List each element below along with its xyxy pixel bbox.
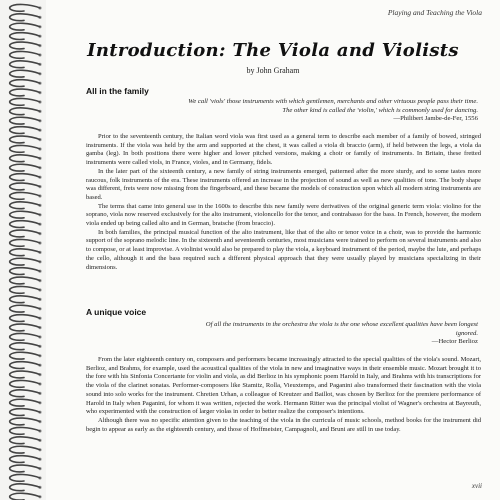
binding-coil	[10, 268, 40, 275]
binding-coil	[10, 474, 40, 481]
binding-coil	[10, 23, 40, 30]
binding-coil	[10, 33, 40, 40]
binding-coil	[10, 108, 40, 115]
page-number: xvii	[471, 482, 482, 490]
binding-coil	[10, 352, 40, 359]
binding-coil	[10, 390, 40, 397]
binding-coil	[10, 239, 40, 246]
binding-coil	[10, 305, 40, 312]
binding-coil	[10, 145, 40, 152]
binding-coil	[10, 70, 40, 77]
epigraph-attribution: —Philibert Jambe-de-Fer, 1556	[393, 115, 478, 123]
binding-coil	[10, 211, 40, 218]
binding-coil	[10, 324, 40, 331]
paragraph: Although there was no specific attention given to the teaching of the viola in the curricula of music schools, method books for the instrument did begin to appear as early as the eighteenth century, and those of Hoffmeister, Campagnoli, and Bruni are still in use today.	[86, 416, 481, 433]
binding-coil	[10, 258, 40, 265]
binding-coil	[10, 456, 40, 463]
section-unique-voice-body	[86, 356, 481, 434]
paragraph: In the later part of the sixteenth century, a new family of string instruments emerged, patterned after the more sturdy, and to some tastes more raucous, folk instruments of the era. These instruments offered an increase in the projection of sound as well as new qualities of tone. The body shape was different, frets were now missing from the fingerboard, and these became the models of construction upon which all modern string instruments are based.	[86, 167, 481, 201]
page-title: Introduction: The Viola and Violists	[87, 40, 459, 61]
binding-coil	[10, 418, 40, 425]
section-family-body	[86, 133, 481, 272]
binding-coil	[10, 286, 40, 293]
binding-coil	[10, 4, 40, 11]
binding-coil	[10, 202, 40, 209]
binding-coil	[10, 89, 40, 96]
binding-coil	[10, 399, 40, 406]
binding-coil	[10, 484, 40, 491]
binding-coil	[10, 343, 40, 350]
binding-coil	[10, 296, 40, 303]
binding-coil	[10, 249, 40, 256]
binding-coil	[10, 136, 40, 143]
binding-coil	[10, 221, 40, 228]
paragraph: The terms that came into general use in the 1600s to describe this new family were derivatives of the original generic term viola: violino for the soprano, viola now reserved exclusively for the alto instrument, violoncello for the tenor, and contrabasso for the bass. In French, however, the modern viola ended up being called alto and in German, bratsche (from braccio).	[86, 202, 481, 228]
binding-coil	[10, 14, 40, 21]
spiral-binding	[0, 0, 46, 500]
section-heading-family: All in the family	[86, 86, 149, 96]
binding-coil	[10, 117, 40, 124]
binding-coil	[10, 493, 40, 500]
binding-coil	[10, 437, 40, 444]
binding-coil	[10, 127, 40, 134]
paragraph: In both families, the principal musical function of the alto instrument, like that of the alto or tenor voice in a choir, was to provide the harmonic support of the soprano melodic line. In the sixteenth and seventeenth centuries, most musicians were trained to perform on several instruments and also to compose, or at least improvise. A violinist would also be prepared to play the viola, a keyboard instrument of the period, maybe the lute, and perhaps the cello, although it and the bass required such a different physical approach that they were usually played by musicians specializing in their dimensions.	[86, 228, 481, 271]
binding-coil	[10, 427, 40, 434]
binding-coil	[10, 61, 40, 68]
binding-coil	[10, 42, 40, 49]
binding-coil	[10, 155, 40, 162]
binding-coil	[10, 409, 40, 416]
binding-coil	[10, 333, 40, 340]
binding-coil	[10, 371, 40, 378]
binding-coil	[10, 174, 40, 181]
section-heading-unique-voice: A unique voice	[86, 307, 147, 317]
byline: by John Graham	[246, 66, 300, 75]
epigraph-attribution: —Hector Berlioz	[431, 338, 478, 346]
binding-coil	[10, 80, 40, 87]
binding-coil	[10, 192, 40, 199]
epigraph-jambe-de-fer	[188, 98, 478, 124]
binding-coil	[10, 230, 40, 237]
running-head: Playing and Teaching the Viola	[387, 8, 482, 17]
paragraph: Prior to the seventeenth century, the Italian word viola was first used as a general term to describe each member of a family of bowed, stringed instruments. If the viola was held by the arm and supported at the chest, it was called a viola di braccio (arm), if held between the legs, a viola da gamba (leg). In both positions there were higher and lower pitched versions, making a choir or family of instruments. In Britain, these fretted instruments were called viols, in France, violes, and in Germany, fidels.	[86, 133, 481, 167]
epigraph-berlioz	[188, 321, 478, 347]
binding-coil	[10, 277, 40, 284]
binding-coil	[10, 380, 40, 387]
binding-coil	[10, 164, 40, 171]
epigraph-quote: We call 'viols' those instruments with which gentlemen, merchants and other virtuous people pass their time. The other kind is called the 'violin,' which is commonly used for dancing.	[188, 98, 478, 114]
binding-coil	[10, 362, 40, 369]
epigraph-quote: Of all the instruments in the orchestra the viola is the one whose excellent qualities have been longest ignored.	[205, 321, 478, 337]
book-page	[46, 0, 500, 500]
binding-coil	[10, 183, 40, 190]
binding-coil	[10, 465, 40, 472]
binding-coil	[10, 51, 40, 58]
paragraph: From the later eighteenth century on, composers and performers became increasingly attracted to the special qualities of the viola's sound. Mozart, Berlioz, and Brahms, for example, used the acoustical qualities of the viola in new and imaginative ways in their ensemble music. Mozart brought it to the fore with his Sinfonia Concertante for violin and viola, as did Berlioz in his symphonic poem Harold in Italy, and Brahms with his transcriptions for the viola of the clarinet sonatas. Performer-composers like Stamitz, Rolla, Vieuxtemps, and Paganini also transformed their fascination with the viola sound into solo works for the instrument. Chretien Urhan, a colleague of Kreutzer and Baillot, was chosen by Berlioz for the premiere performance of Harold in Italy when Paganini, for whom it was written, rejected the work. Hermann Ritter was the principal violist of Wagner's orchestra at Bayreuth, who experimented with the construction of larger violas in order to better realize the composer's intentions.	[86, 356, 481, 416]
binding-coil	[10, 98, 40, 105]
binding-coil	[10, 446, 40, 453]
binding-coil	[10, 315, 40, 322]
